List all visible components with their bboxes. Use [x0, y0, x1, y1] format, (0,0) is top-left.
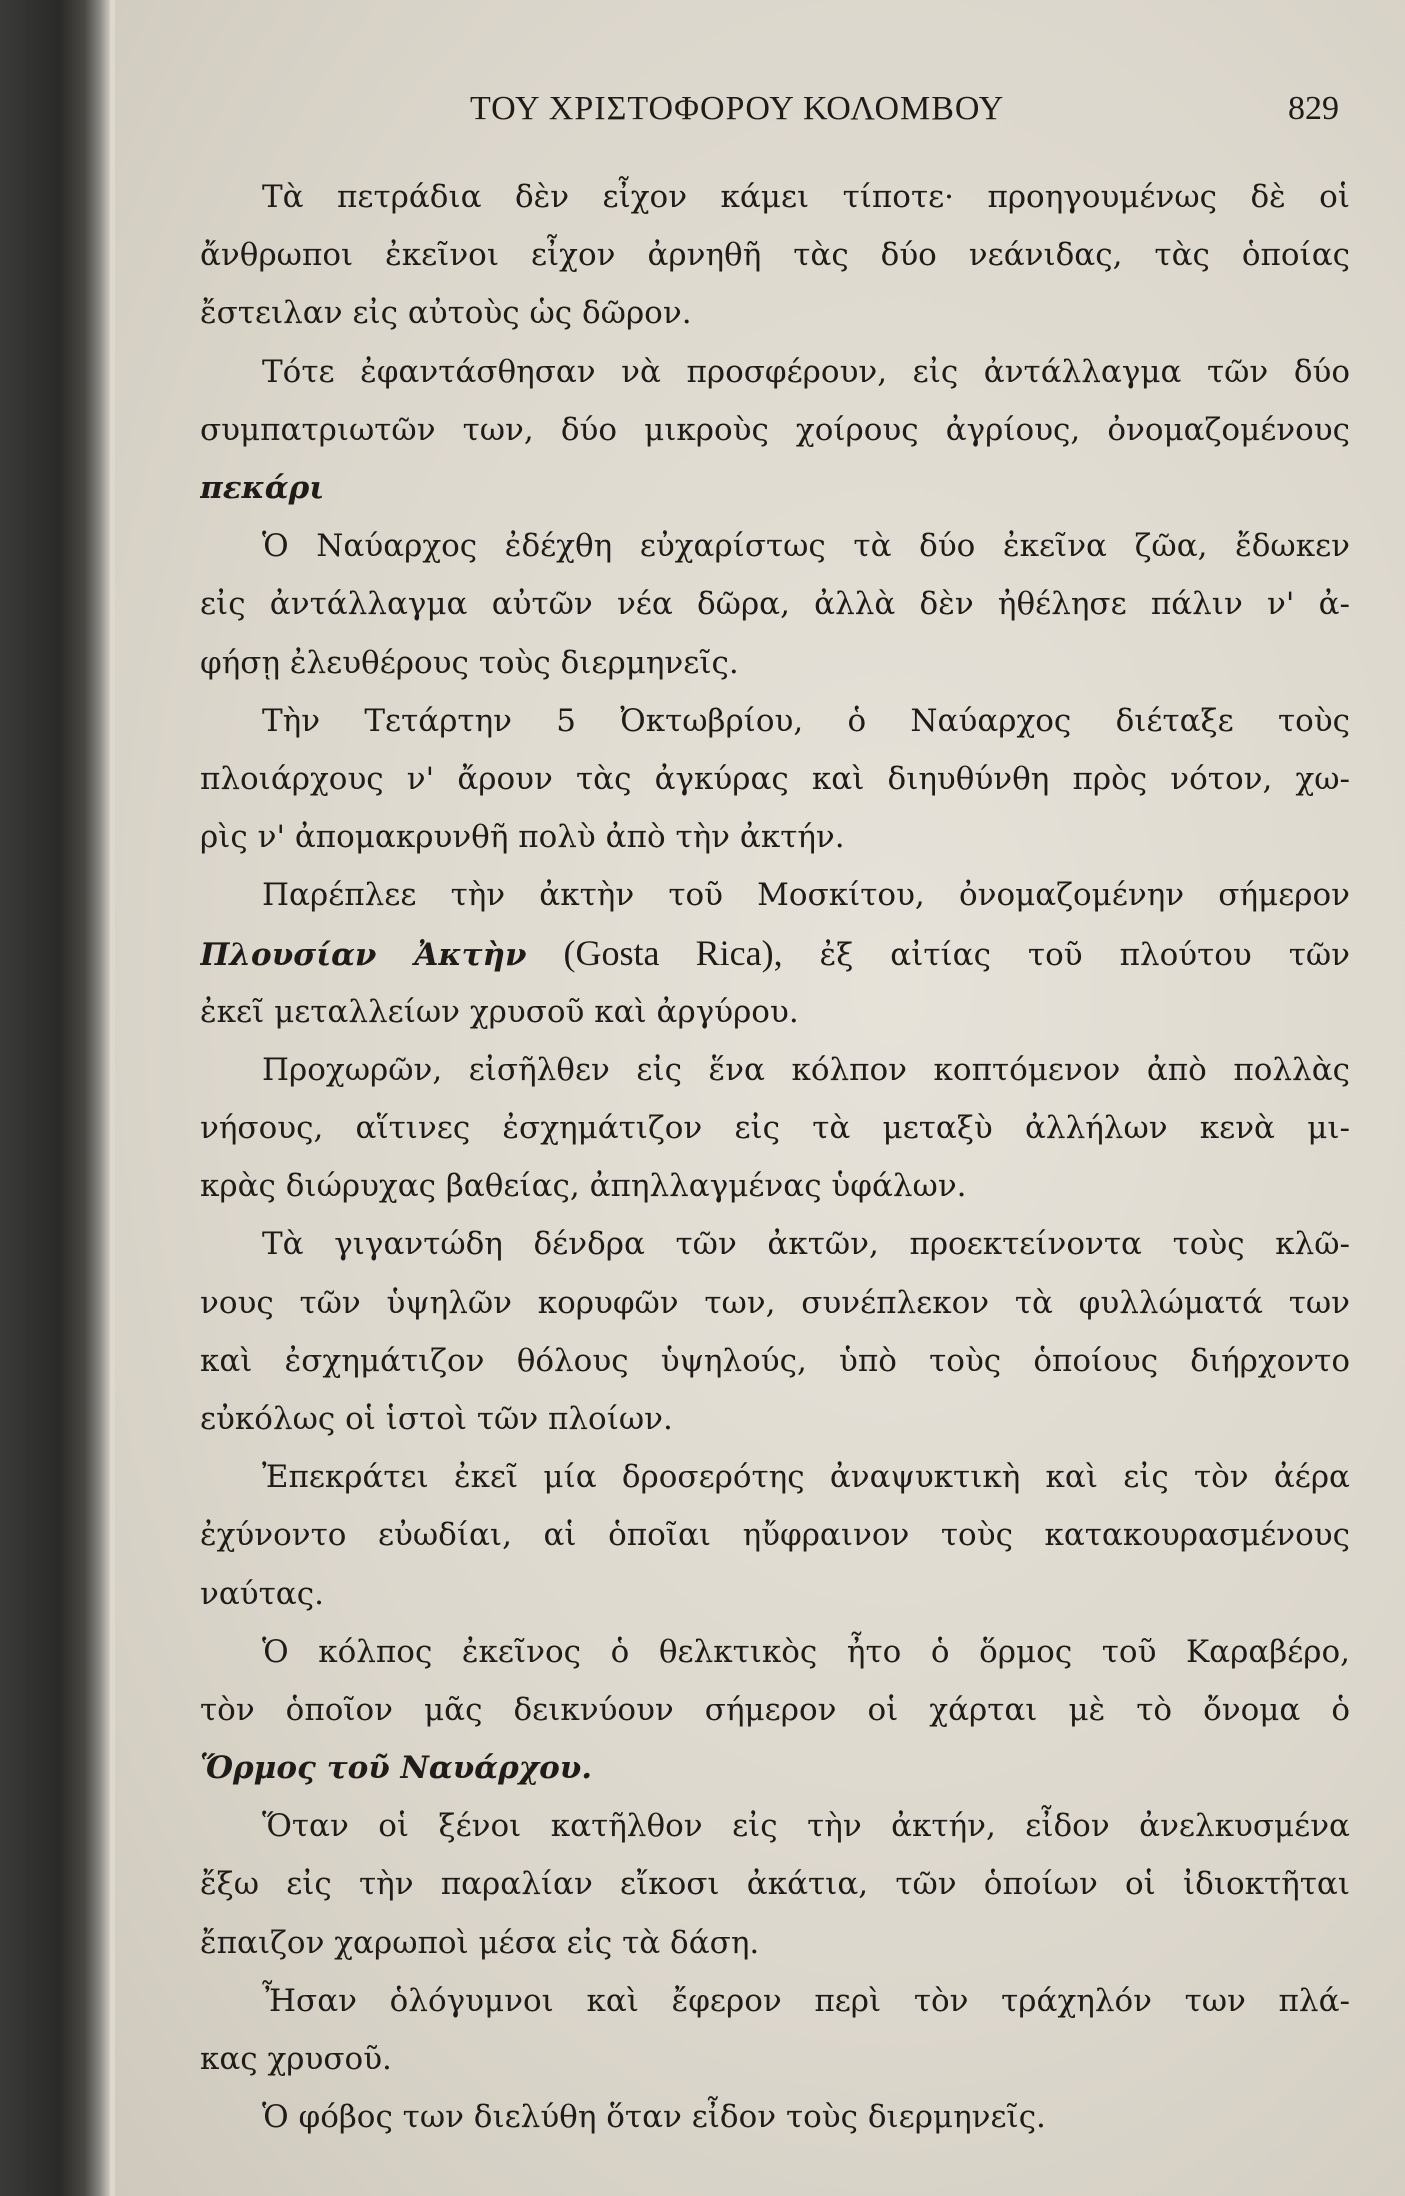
text-line: Ὅταν οἱ ξένοι κατῆλθον εἰς τὴν ἀκτήν, εἶδον ἀνελκυσμένα — [262, 1808, 1350, 1845]
text-line: ρὶς ν' ἀπομακρυνθῆ πολὺ ἀπὸ τὴν ἀκτήν. — [200, 819, 845, 856]
text-line-mixed — [200, 924, 1350, 982]
text-line: Ἐπεκράτει ἐκεῖ μία δροσερότης ἀναψυκτικὴ καὶ εἰς τὸν ἀέρα — [262, 1459, 1350, 1496]
text-line: ἔπαιζον χαρωποὶ μέσα εἰς τὰ δάση. — [200, 1924, 760, 1961]
text-line: ἔστειλαν εἰς αὐτοὺς ὡς δῶρον. — [200, 295, 692, 332]
text-line: Τότε ἐφαντάσθησαν νὰ προσφέρουν, εἰς ἀντάλλαγμα τῶν δύο — [262, 353, 1350, 390]
text-line: ναύτας. — [200, 1575, 324, 1612]
text-line: ἄνθρωποι ἐκεῖνοι εἶχον ἀρνηθῆ τὰς δύο νεάνιδας, τὰς ὁποίας — [200, 237, 1350, 274]
text-line: συμπατριωτῶν των, δύο μικροὺς χοίρους ἀγρίους, ὀνομαζομένους — [200, 411, 1350, 448]
text-fragment: ἐξ αἰτίας τοῦ πλούτου τῶν — [819, 937, 1350, 974]
latin-phrase: (Gosta Rica), — [563, 933, 783, 974]
text-line: νήσους, αἵτινες ἐσχημάτιζον εἰς τὰ μεταξὺ ἀλλήλων κενὰ μι- — [200, 1110, 1350, 1146]
running-head: ΤΟΥ ΧΡΙΣΤΟΦΟΡΟΥ ΚΟΛΟΜΒΟΥ — [470, 90, 1005, 127]
text-line: εὐκόλως οἱ ἱστοὶ τῶν πλοίων. — [200, 1400, 673, 1437]
text-line: Ὁ φόβος των διελύθη ὅταν εἶδον τοὺς διερμηνεῖς. — [262, 2099, 1046, 2136]
italic-phrase: Ὅρμος τοῦ Ναυάρχου. — [200, 1750, 593, 1787]
text-line: Ὁ Ναύαρχος ἐδέχθη εὐχαρίστως τὰ δύο ἐκεῖνα ζῶα, ἔδωκεν — [262, 528, 1350, 565]
text-line: Προχωρῶν, εἰσῆλθεν εἰς ἕνα κόλπον κοπτόμενον ἀπὸ πολλὰς — [262, 1051, 1350, 1088]
book-binding-shadow — [0, 0, 110, 2196]
text-line: κας χρυσοῦ. — [200, 2041, 392, 2077]
text-line: Παρέπλεε τὴν ἀκτὴν τοῦ Μοσκίτου, ὀνομαζομένην σήμερον — [262, 877, 1350, 914]
text-line: Ὁ κόλπος ἐκεῖνος ὁ θελκτικὸς ἦτο ὁ ὅρμος τοῦ Καραβέρο, — [262, 1633, 1350, 1670]
text-line: Τὰ γιγαντώδη δένδρα τῶν ἀκτῶν, προεκτείνοντα τοὺς κλῶ- — [262, 1226, 1350, 1263]
text-line: ἐχύνοντο εὐωδίαι, αἱ ὁποῖαι ηὔφραινον τοὺς κατακουρασμένους — [200, 1517, 1350, 1554]
italic-phrase: Πλουσίαν Ἀκτὴν — [200, 937, 527, 974]
body-text — [200, 168, 1350, 2146]
text-line: ἐκεῖ μεταλλείων χρυσοῦ καὶ ἀργύρου. — [200, 993, 799, 1030]
text-line: πλοιάρχους ν' ἄρουν τὰς ἀγκύρας καὶ διηυθύνθη πρὸς νότον, χω- — [200, 760, 1350, 797]
page-number: 829 — [1288, 90, 1339, 127]
text-line-italic — [200, 459, 1350, 517]
text-line: φήσῃ ἐλευθέρους τοὺς διερμηνεῖς. — [200, 644, 739, 681]
text-line: Τὰ πετράδια δὲν εἶχον κάμει τίποτε· προηγουμένως δὲ οἱ — [262, 179, 1350, 215]
text-line: εἰς ἀντάλλαγμα αὐτῶν νέα δῶρα, ἀλλὰ δὲν ἠθέλησε πάλιν ν' ἀ- — [200, 586, 1350, 623]
text-line: κρὰς διώρυχας βαθείας, ἀπηλλαγμένας ὑφάλων. — [200, 1168, 967, 1205]
text-line: Ἦσαν ὁλόγυμνοι καὶ ἔφερον περὶ τὸν τράχηλόν των πλά- — [262, 1982, 1350, 2019]
text-line: Τὴν Τετάρτην 5 Ὀκτωβρίου, ὁ Ναύαρχος διέταξε τοὺς — [262, 702, 1350, 739]
text-line-italic — [200, 1739, 1350, 1797]
text-line: καὶ ἐσχημάτιζον θόλους ὑψηλούς, ὑπὸ τοὺς ὁποίους διήρχοντο — [200, 1342, 1350, 1379]
text-line: τὸν ὁποῖον μᾶς δεικνύουν σήμερον οἱ χάρται μὲ τὸ ὄνομα ὁ — [200, 1691, 1350, 1728]
italic-word: πεκάρι — [200, 469, 325, 506]
text-line: ἔξω εἰς τὴν παραλίαν εἴκοσι ἀκάτια, τῶν ὁποίων οἱ ἰδιοκτῆται — [200, 1866, 1350, 1903]
text-line: νους τῶν ὑψηλῶν κορυφῶν των, συνέπλεκον τὰ φυλλώματά των — [200, 1284, 1350, 1321]
